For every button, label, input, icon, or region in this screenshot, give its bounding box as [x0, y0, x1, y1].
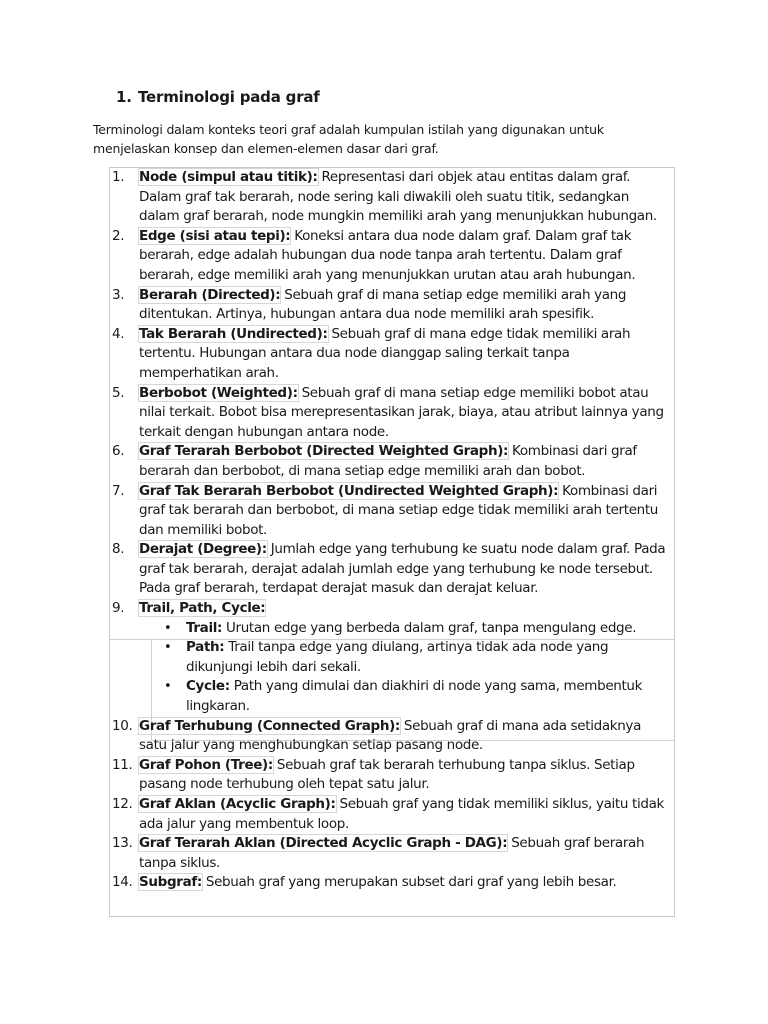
item-number: 5. — [112, 384, 125, 401]
item-description: Sebuah graf yang merupakan subset dari graf yang lebih besar. — [201, 874, 617, 891]
item-description: Sebuah graf di mana edge tidak memiliki arah tertentu. Hubungan antara dua node dianggap saling terkait tanpa memperhatikan arah. — [139, 325, 631, 381]
item-number: 1. — [112, 169, 125, 185]
bullet-icon: • — [164, 640, 172, 656]
sub-item-description: Path yang dimulai dan diakhiri di node yang sama, membentuk lingkaran. — [186, 678, 643, 715]
sub-item-description: Trail tanpa edge yang diulang, artinya tidak ada node yang dikunjungi lebih dari sekali. — [186, 639, 609, 675]
sub-item-description: Urutan edge yang berbeda dalam graf, tanpa mengulang edge. — [222, 619, 637, 636]
item-term: Edge (sisi atau tepi): — [139, 227, 291, 244]
item-description: Kombinasi dari graf berarah dan berbobot, di mana setiap edge memiliki arah dan bobot. — [139, 443, 637, 479]
item-number: 3. — [112, 286, 125, 303]
item-term: Graf Pohon (Tree): — [139, 756, 273, 773]
item-number: 9. — [112, 600, 125, 617]
bullet-icon: • — [164, 620, 172, 636]
item-description: Jumlah edge yang terhubung ke suatu node dalam graf. Pada graf tak berarah, derajat adalah jumlah edge yang terhubung ke node tersebut. Pada graf berarah, terdapat derajat masuk dan derajat keluar. — [139, 541, 666, 597]
item-description: Sebuah graf yang tidak memiliki siklus, yaitu tidak ada jalur yang membentuk loop. — [139, 796, 664, 832]
item-term: Graf Terhubung (Connected Graph): — [139, 717, 400, 734]
sub-item-term: Trail: — [186, 619, 223, 636]
item-number: 6. — [112, 443, 125, 460]
intro-paragraph: Terminologi dalam konteks teori graf adalah kumpulan istilah yang digunakan untuk menjelaskan konsep dan elemen-elemen dasar dari graf. — [93, 122, 604, 156]
sub-list-item — [159, 638, 670, 677]
item-term: Subgraf: — [139, 874, 202, 891]
list-item — [110, 873, 670, 893]
item-term: Trail, Path, Cycle: — [139, 600, 266, 617]
item-term: Graf Aklan (Acyclic Graph): — [139, 796, 336, 812]
item-term: Graf Terarah Berbobot (Directed Weighted Graph): — [139, 443, 509, 460]
item-number: 10. — [112, 717, 133, 734]
sub-list-item — [159, 677, 670, 716]
item-description: Sebuah graf di mana setiap edge memiliki arah yang ditentukan. Artinya, hubungan antara dua node memiliki arah spesifik. — [139, 286, 627, 323]
item-number: 4. — [112, 325, 125, 342]
section-title: Terminologi pada graf — [138, 88, 320, 106]
item-number: 11. — [112, 756, 133, 773]
bullet-icon: • — [164, 679, 172, 695]
item-number: 13. — [112, 835, 133, 852]
item-number: 2. — [112, 227, 125, 244]
list-item — [110, 168, 670, 227]
list-item — [110, 795, 670, 834]
item-term: Berarah (Directed): — [139, 286, 281, 303]
sub-item-term: Cycle: — [186, 678, 230, 695]
item-number: 7. — [112, 482, 125, 499]
item-description: Sebuah graf di mana ada setidaknya satu jalur yang menghubungkan setiap pasang node. — [139, 717, 641, 754]
list-item — [110, 756, 670, 795]
sub-list-item — [159, 619, 670, 639]
list-item — [110, 482, 670, 541]
list-item — [110, 286, 670, 325]
item-term: Derajat (Degree): — [139, 541, 267, 558]
list-item — [110, 227, 670, 286]
item-number: 14. — [112, 874, 133, 891]
item-term: Graf Tak Berarah Berbobot (Undirected Weighted Graph): — [139, 482, 559, 499]
item-number: 8. — [112, 541, 125, 558]
list-item — [110, 540, 670, 599]
item-term: Tak Berarah (Undirected): — [139, 325, 328, 342]
item-term: Graf Terarah Aklan (Directed Acyclic Graph - DAG): — [139, 835, 508, 852]
list-item — [110, 384, 670, 443]
item-description: Kombinasi dari graf tak berarah dan berbobot, di mana setiap edge tidak memiliki arah tertentu dan memiliki bobot. — [139, 482, 659, 538]
list-item — [110, 599, 670, 619]
section-heading — [116, 88, 320, 106]
terminology-list — [110, 168, 670, 893]
item-description: Koneksi antara dua node dalam graf. Dalam graf tak berarah, edge adalah hubungan dua node tanpa arah tertentu. Dalam graf berarah, edge memiliki arah yang menunjukkan urutan atau arah hubungan. — [139, 227, 636, 283]
item-term: Node (simpul atau titik): — [139, 169, 318, 185]
item-number: 12. — [112, 796, 133, 812]
list-item — [110, 834, 670, 873]
item-description: Sebuah graf berarah tanpa siklus. — [139, 835, 645, 871]
section-number: 1. — [116, 88, 132, 106]
item-description: Sebuah graf tak berarah terhubung tanpa siklus. Setiap pasang node terhubung oleh tepat satu jalur. — [139, 756, 635, 793]
list-item — [110, 717, 670, 756]
list-item — [110, 325, 670, 384]
item-description: Representasi dari objek atau entitas dalam graf. Dalam graf tak berarah, node sering kali diwakili oleh suatu titik, sedangkan dalam graf berarah, node mungkin memiliki arah yang menunjukkan hubungan. — [139, 169, 657, 225]
item-description: Sebuah graf di mana setiap edge memiliki bobot atau nilai terkait. Bobot bisa merepresentasikan jarak, biaya, atau atribut lainnya yang terkait dengan hubungan antara node. — [139, 384, 664, 440]
item-term: Berbobot (Weighted): — [139, 384, 298, 401]
sub-item-term: Path: — [186, 639, 225, 656]
list-item — [110, 442, 670, 481]
